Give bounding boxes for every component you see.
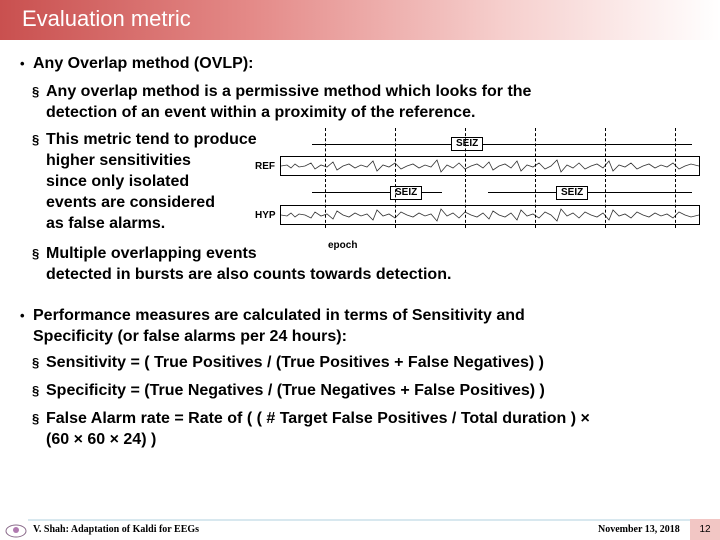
- subbullet-3: § Multiple overlapping events detected in bursts are also counts towards detection.: [32, 245, 452, 283]
- ref-label: REF: [255, 161, 275, 172]
- square-bullet: §: [32, 84, 40, 99]
- bullet-dot: •: [20, 308, 25, 323]
- epoch-gridline: [465, 128, 466, 228]
- hyp-eeg-wave: [281, 206, 699, 224]
- square-bullet: §: [32, 132, 40, 147]
- epoch-gridline: [325, 128, 326, 228]
- epoch-label: epoch: [328, 240, 358, 251]
- ovlp-figure: [250, 128, 700, 253]
- bullet-performance: • Performance measures are calculated in terms of Sensitivity and Specificity (or false alarms per 24 hours):: [20, 307, 525, 345]
- bullet-ovlp-text: Any Overlap method (OVLP):: [33, 55, 254, 72]
- bullet-ovlp: [20, 53, 254, 74]
- subbullet-false-alarm: § False Alarm rate = Rate of ( ( # Target False Positives / Total duration ) × (60 × 60 × 24) ): [32, 410, 590, 448]
- hyp-seiz-label-2: SEIZ: [556, 186, 588, 200]
- epoch-gridline: [395, 128, 396, 228]
- ref-seiz-line: [312, 144, 692, 145]
- subbullet-2: § This metric tend to produce higher sensitivities since only isolated events are considered as false alarms.: [32, 131, 257, 232]
- hyp-seiz-line-2: [488, 192, 692, 193]
- temple-logo-icon: [4, 521, 28, 539]
- footer-rule: [28, 519, 690, 521]
- subbullet-specificity: § Specificity = (True Negatives / (True Negatives + False Positives) ): [32, 382, 545, 399]
- epoch-gridline: [675, 128, 676, 228]
- ref-eeg-strip: [280, 156, 700, 176]
- hyp-label: HYP: [255, 210, 276, 221]
- square-bullet: §: [32, 355, 40, 370]
- footer-date: November 13, 2018: [598, 524, 680, 535]
- hyp-seiz-line-1: [312, 192, 442, 193]
- hyp-eeg-strip: [280, 205, 700, 225]
- square-bullet: §: [32, 246, 40, 261]
- subbullet-1: § Any overlap method is a permissive method which looks for the detection of an event within a proximity of the reference.: [32, 83, 532, 121]
- hyp-seiz-label-1: SEIZ: [390, 186, 422, 200]
- square-bullet: §: [32, 411, 40, 426]
- subbullet-sensitivity: § Sensitivity = ( True Positives / (True Positives + False Negatives) ): [32, 354, 544, 371]
- ref-seiz-label: SEIZ: [451, 137, 483, 151]
- footer-citation: V. Shah: Adaptation of Kaldi for EEGs: [33, 524, 200, 535]
- bullet-dot: •: [20, 56, 25, 71]
- square-bullet: §: [32, 383, 40, 398]
- ref-eeg-wave: [281, 157, 699, 175]
- slide-title: Evaluation metric: [22, 6, 191, 31]
- page-number: 12: [690, 519, 720, 540]
- epoch-gridline: [605, 128, 606, 228]
- epoch-gridline: [535, 128, 536, 228]
